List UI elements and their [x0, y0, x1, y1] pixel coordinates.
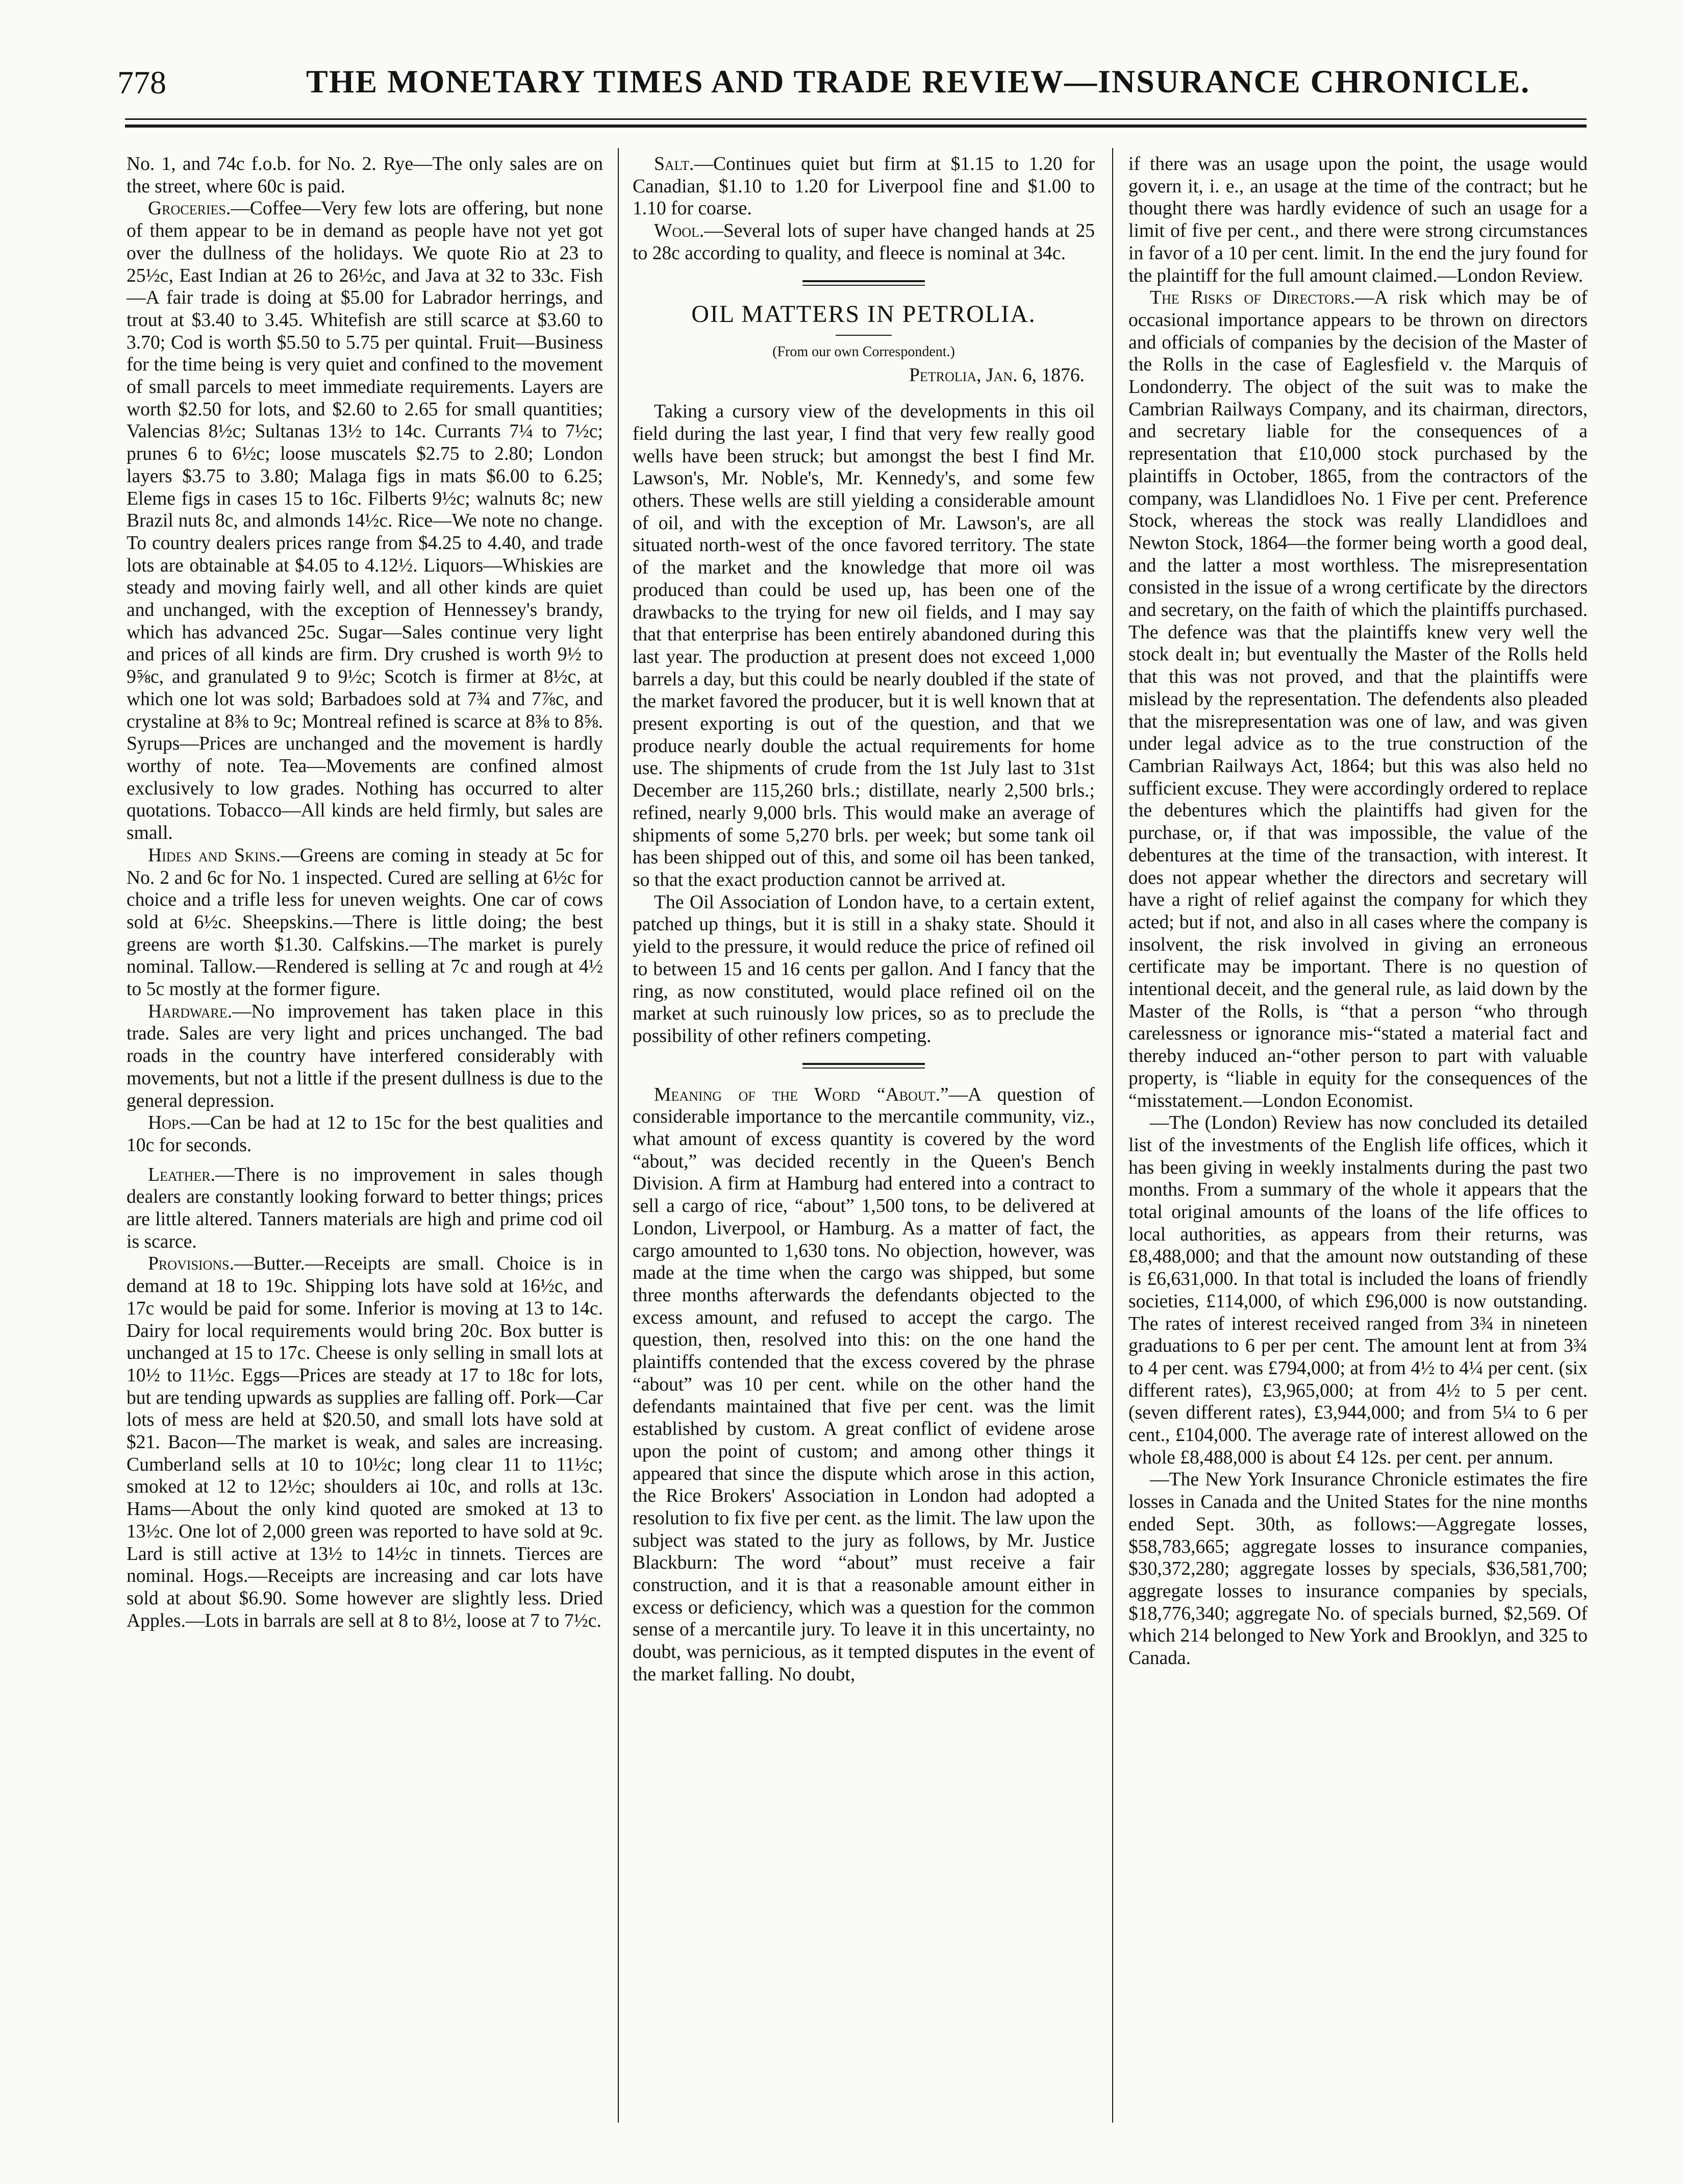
- section-heading: The Risks of Directors.: [1150, 287, 1355, 309]
- paragraph-text: —Greens are coming in steady at 5c for No. 2 and 6c for No. 1 inspected. Cured are selling at 6½c for choice and a trifle less for uneven weights. One car of cows sold at 6½c. Sheepskins.—There is little doing; the best greens are worth $1.30. Calfskins.—The market is purely nominal. Tallow.—Rendered is selling at 7c and rough at 4½ to 5c mostly at the former figure.: [127, 845, 604, 1000]
- paragraph-about: [633, 1084, 1095, 1686]
- column-divider: [618, 148, 619, 2123]
- paragraph-text: —No improvement has taken place in this trade. Sales are very light and prices unchanged. The bad roads in the country have interfered considerably with movements, but not a little if the present dullness is due to the general depression.: [127, 1001, 603, 1111]
- paragraph-text: —There is no improvement in sales though dealers are constantly looking forward to better things; prices are little altered. Tanners materials are high and prime cod oil is scarce.: [127, 1164, 603, 1252]
- paragraph-text: —Several lots of super have changed hands at 25 to 28c according to quality, and fleece is nominal at 34c.: [633, 220, 1095, 264]
- dateline: Petrolia, Jan. 6, 1876.: [909, 364, 1085, 386]
- paragraph-wool: [633, 220, 1095, 264]
- paragraph-review: —The (London) Review has now concluded its detailed list of the investments of the English life offices, which it has been giving in weekly instalments during the past two months. From a summary of the whole it appears that the total original amounts of the loans of the life offices to local authorities, as appears from their returns, was £8,488,000; and that the amount now outstanding of these is £6,631,000. In that total is included the loans of friendly societies, £114,000, of which £96,000 is now outstanding. The rates of interest received ranged from 3¾ in nineteen graduations to 6 per per cent. The amount lent at from 3¾ to 4 per cent. was £794,000; at from 4½ to 4¼ per cent. (six different rates), £3,965,000; at from 4½ to 5 per cent. (seven different rates), £3,944,000; and from 5¼ to 6 per cent., £104,000. The average rate of interest allowed on the whole £8,488,000 is about £4 12s. per cent. per annum.: [1128, 1112, 1588, 1468]
- paragraph-text: —Continues quiet but firm at $1.15 to 1.20 for Canadian, $1.10 to 1.20 for Liverpool fine and $1.00 to 1.10 for coarse.: [633, 154, 1095, 219]
- byline: (From our own Correspondent.): [772, 343, 955, 360]
- section-heading: Hardware.: [148, 1001, 233, 1022]
- section-heading: Wool.: [654, 220, 705, 242]
- paragraph: No. 1, and 74c f.o.b. for No. 2. Rye—The only sales are on the street, where 60c is paid.: [127, 154, 603, 197]
- section-heading: Hides and Skins.: [148, 845, 281, 866]
- paragraph-hides: [127, 845, 603, 1001]
- paragraph-oil-1: Taking a cursory view of the developments in this oil field during the last year, I find that very few really good wells have been struck; but amongst the best I find Mr. Lawson's, Mr. Noble's, Mr. Kennedy's, and some few others. These wells are still yielding a considerable amount of oil, and with the exception of Mr. Lawson's, are all situated north-west of the once favored territory. The state of the market and the knowledge that more oil was produced than could be used up, has been one of the drawbacks to the trying for new oil fields, and I may say that that enterprise has been entirely abandoned during this last year. The production at present does not exceed 1,000 barrels a day, but this could be nearly doubled if the state of the market favored the producer, but it is well known that at present exporting is out of the question, and that we produce nearly double the actual requirements for home use. The shipments of crude from the 1st July last to 31st December are 115,260 brls.; distillate, nearly 2,500 brls.; refined, nearly 9,000 brls. This would make an average of shipments of some 5,270 brls. per week; but some tank oil has been shipped out of this, and some oil has been tanked, so that the exact production cannot be arrived at.: [633, 401, 1095, 890]
- paragraph-salt: [633, 153, 1095, 220]
- section-heading: Salt.: [654, 154, 694, 175]
- paragraph-leather: [127, 1164, 603, 1253]
- paragraph-text: —A question of considerable importance to the mercantile community, viz., what amount of excess quantity is covered by the word “about,” was decided recently in the Queen's Bench Division. A firm at Hamburg had entered into a contract to sell a cargo of rice, “about” 1,500 tons, to be delivered at London, Liverpool, or Hamburg. As a matter of fact, the cargo amounted to 1,630 tons. No objection, however, was made at the time when the cargo was shipped, but some three months afterwards the defendants objected to the excess amount, and refused to accept the cargo. The question, then, resolved into this: on the one hand the plaintiffs contended that the excess covered by the phrase “about” was 10 per cent. while on the other hand the defendants maintained that five per cent. was the limit established by custom. A great conflict of evidene arose upon the point of custom; and among other things it appeared that since the dispute which arose in this action, the Rice Brokers' Association in London had adopted a resolution to fix five per cent. as the limit. The law upon the subject was stated to the jury as follows, by Mr. Justice Blackburn: The word “about” must receive a fair construction, and it is that a reasonable amount either in excess or deficiency, which was a question for the common sense of a mercantile jury. To leave it in this uncertainty, no doubt, was pernicious, as it tempted disputes in the event of the market falling. No doubt,: [633, 1084, 1095, 1685]
- section-heading: Leather.: [148, 1164, 216, 1185]
- paragraph-text: —A risk which may be of occasional importance appears to be thrown on directors and officials of companies by the decision of the Master of the Rolls in the case of Eaglesfield v. the Marquis of Londonderry. The object of the suit was to make the Cambrian Railways Company, and its chairman, directors, and secretary liable for the consequences of a representation that £10,000 stock purchased by the plaintiffs in October, 1865, from the contractors of the company, was Llandidloes No. 1 Five per cent. Preference Stock, whereas the stock was really Llandidloes and Newton Stock, 1864—the former being worth a good deal, and the latter a most worthless. The misrepresentation consisted in the issue of a wrong certificate by the directors and secretary, on the faith of which the plaintiffs purchased. The defence was that the plaintiffs knew very well the stock dealt in; but eventually the Master of the Rolls held that this was not proved, and that the plaintiffs were mislead by the representation. The defendents also pleaded that the misrepresentation was one of law, and was given under legal advice as to the true construction of the Cambrian Railways Act, 1864; but this was also held no sufficient excuse. They were accordingly ordered to replace the debentures which the plaintiffs had given for the purchase, or, if that was impossible, the value of the debentures at the time of the transaction, with interest. It does not appear whether the directors and secretary will have a right of relief against the company for which they acted; but if not, and also in all cases where the company is insolvent, the risk involved in giving an erroneous certificate may be important. There is no question of intentional deceit, and the general rule, as laid down by the Master of the Rolls, is “that a person “who through carelessness or ignorance mis-“stated a material fact and thereby induced an-“other person to part with valuable property, is “liable in equity for the consequences of the “misstatement.—London Economist.: [1128, 287, 1588, 1111]
- paragraph-risks: [1128, 287, 1588, 1112]
- header-rule-double: [125, 125, 1587, 128]
- paragraph-text: —Butter.—Receipts are small. Choice is in demand at 18 to 19c. Shipping lots have sold at 16½c, and 17c would be paid for some. Inferior is moving at 13 to 14c. Dairy for local requirements would bring 20c. Box butter is unchanged at 15 to 17c. Cheese is only selling in small lots at 10½ to 11½c. Eggs—Prices are steady at 17 to 18c for lots, but are tending upwards as supplies are falling off. Pork—Car lots of mess are held at $20.50, and small lots have sold at $21. Bacon—The market is weak, and sales are increasing. Cumberland sells at 10 to 10½c; long clear 11 to 11½c; smoked at 12 to 12½c; shoulders ai 10c, and rolls at 13c. Hams—About the only kind quoted are smoked at 13 to 13½c. One lot of 2,000 green was reported to have sold at 9c. Lard is still active at 13½ to 14½c in tinnets. Tierces are nominal. Hogs.—Receipts are increasing and car lots have sold at about $6.90. Some however are slightly less. Dried Apples.—Lots in barrals are sell at 8 to 8½, loose at 7 to 7½c.: [127, 1253, 603, 1631]
- section-separator: [802, 1063, 925, 1069]
- paragraph-text: —Coffee—Very few lots are offering, but none of them appear to be in demand as people have not yet got over the dullness of the holidays. We quote Rio at 23 to 25½c, East Indian at 26 to 26½c, and Java at 32 to 33c. Fish—A fair trade is doing at $5.00 for Labrador herrings, and trout at $3.40 to 3.45. Whitefish are still scarce at $3.60 to 3.70; Cod is worth $5.50 to 5.75 per quintal. Fruit—Business for the time being is very quiet and confined to the movement of small parcels to meet immediate requirements. Layers are worth $2.50 for lots, and $2.60 to 2.65 for small quantities; Valencias 8½c; Sultanas 13½ to 14c. Currants 7¼ to 7½c; prunes 6 to 6½c; loose muscatels $2.75 to 2.80; London layers $3.75 to 3.80; Malaga figs in mats $6.00 to 6.25; Eleme figs in cases 15 to 16c. Filberts 9½c; walnuts 8c; new Brazil nuts 8c, and almonds 14½c. Rice—We note no change. To country dealers prices range from $4.25 to 4.40, and trade lots are obtainable at $4.05 to 4.12½. Liquors—Whiskies are steady and moving fairly well, and all other kinds are quiet and unchanged, with the exception of Hennessey's brandy, which has advanced 25c. Sugar—Sales continue very light and prices of all kinds are firm. Dry crushed is worth 9½ to 9⅝c, and granulated 9 to 9½c; Scotch is firmer at 8½c, at which one lot was sold; Barbadoes sold at 7¾ and 7⅞c, and crystaline at 8⅜ to 9c; Montreal refined is scarce at 8⅜ to 8⅝. Syrups—Prices are unchanged and the movement is hardly worthy of note. Tea—Movements are confined almost exclusively to low grades. Nothing has occurred to alter quotations. Tobacco—All kinds are held firmly, but sales are small.: [127, 198, 603, 844]
- paragraph-chronicle: —The New York Insurance Chronicle estimates the fire losses in Canada and the United States for the nine months ended Sept. 30th, as follows:—Aggregate losses, $58,783,665; aggregate losses to insurance companies, $30,372,280; aggregate losses by specials, $36,581,700; aggregate losses to insurance companies by specials, $18,776,340; aggregate No. of specials burned, $2,569. Of which 214 belonged to New York and Brooklyn, and 325 to Canada.: [1128, 1469, 1588, 1669]
- article-title: OIL MATTERS IN PETROLIA.: [691, 300, 1036, 328]
- section-heading: Hops.: [148, 1112, 191, 1134]
- section-heading: Meaning of the Word “About.”: [654, 1084, 949, 1105]
- column-2: [633, 153, 1095, 1686]
- column-3: [1128, 153, 1588, 1670]
- paragraph-oil-2: The Oil Association of London have, to a certain extent, patched up things, but it is still in a shaky state. Should it yield to the pressure, it would reduce the price of refined oil to between 15 and 16 cents per gallon. And I fancy that the ring, as now constituted, would place refined oil on the market at such ruinously low prices, so as to preclude the possibility of other refiners competing.: [633, 891, 1095, 1047]
- section-heading: Groceries.: [148, 198, 231, 219]
- header-rule: [125, 118, 1587, 120]
- column-1: [127, 153, 603, 1632]
- column-divider: [1112, 148, 1113, 2123]
- paragraph-provisions: [127, 1253, 603, 1632]
- paragraph-hardware: [127, 1001, 603, 1112]
- page-number: 778: [117, 64, 166, 101]
- masthead-title: THE MONETARY TIMES AND TRADE REVIEW—INSURANCE CHRONICLE.: [306, 63, 1530, 100]
- section-heading: Provisions.: [148, 1253, 234, 1275]
- paragraph-hops: [127, 1112, 603, 1156]
- paragraph-text: —Can be had at 12 to 15c for the best qualities and 10c for seconds.: [127, 1112, 603, 1156]
- section-separator: [802, 280, 925, 286]
- title-rule: [836, 335, 892, 336]
- paragraph-groceries: [127, 197, 603, 844]
- paragraph: if there was an usage upon the point, the usage would govern it, i. e., an usage at the time of the contract; but he thought there was hardly evidence of such an usage for a limit of five per cent., and there were strong circumstances in favor of a 10 per cent. limit. In the end the jury found for the plaintiff for the full amount claimed.—London Review.: [1128, 154, 1588, 286]
